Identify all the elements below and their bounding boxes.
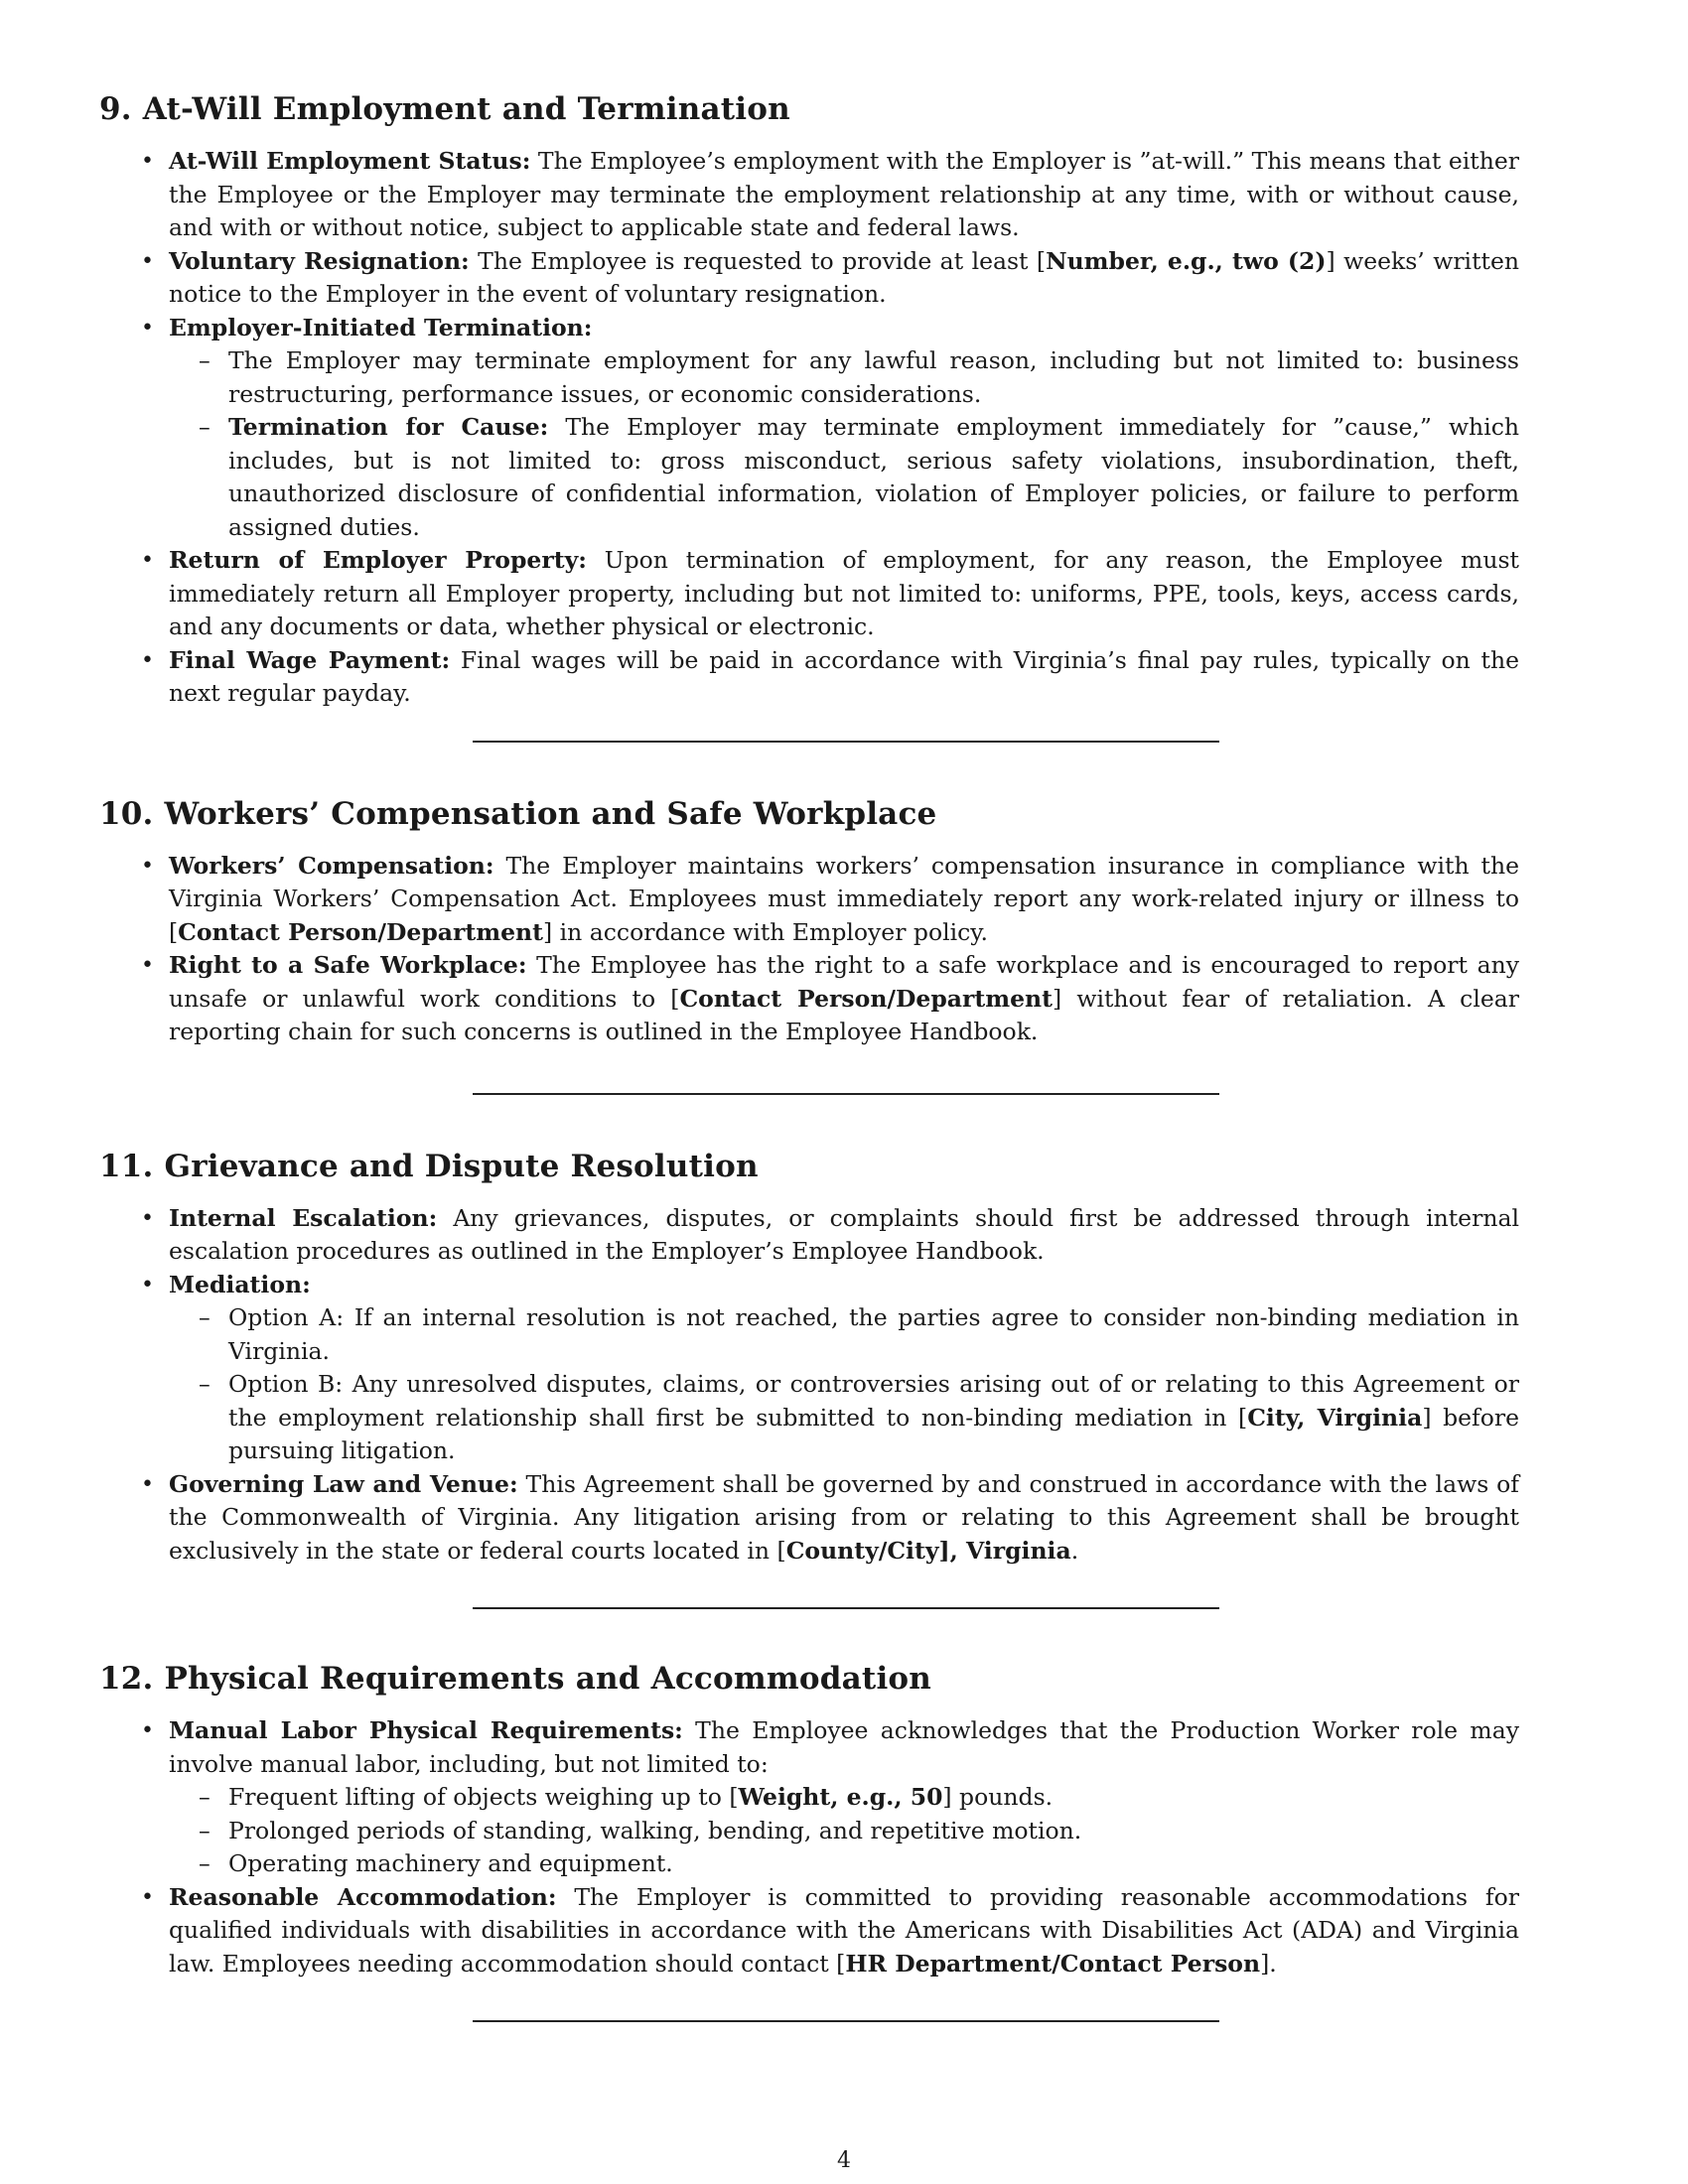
sub-list — [169, 1781, 1519, 1881]
item-label: Final Wage Payment: — [169, 645, 451, 674]
placeholder-field: Number, e.g., two (2) — [1046, 246, 1327, 275]
item-text: ]. — [1260, 1949, 1277, 1978]
list-item — [169, 1881, 1519, 1981]
list-item — [169, 145, 1519, 245]
item-text: The Employee acknowledges that the Production Worker role may involve manual labor, including, but not limited to: — [169, 1716, 1519, 1778]
list-item — [169, 245, 1519, 312]
item-text: The Employer is committed to providing reasonable accommodations for qualified individuals with disabilities in accordance with the Americans with Disabilities Act (ADA) and Virginia law. Employees needing accommodation should contact [ — [169, 1882, 1519, 1978]
item-text: Operating machinery and equipment. — [228, 1849, 673, 1877]
sub-list-item — [228, 1368, 1519, 1468]
item-label: Manual Labor Physical Requirements: — [169, 1716, 683, 1744]
section-divider — [473, 1093, 1219, 1095]
placeholder-field: HR Department/Contact Person — [845, 1949, 1261, 1978]
item-label: At-Will Employment Status: — [169, 147, 531, 175]
item-text: Prolonged periods of standing, walking, bending, and repetitive motion. — [228, 1816, 1082, 1844]
item-label: Employer-Initiated Termination: — [169, 313, 593, 341]
item-label: Internal Escalation: — [169, 1203, 438, 1232]
item-text: ] pounds. — [942, 1783, 1054, 1811]
item-text: ] before pursuing litigation. — [228, 1403, 1520, 1464]
list-item — [169, 1714, 1519, 1881]
item-text: The Employer maintains workers’ compensation insurance in compliance with the Virginia Workers’ Compensation Act. Employees must immediately report any work-related injury or illness to [ — [169, 851, 1520, 946]
item-label: Governing Law and Venue: — [169, 1469, 518, 1498]
item-label: Termination for Cause: — [228, 413, 549, 441]
item-text: Option A: If an internal resolution is not reached, the parties agree to consider non-binding mediation in Virginia. — [228, 1303, 1519, 1365]
list-item — [169, 312, 1519, 545]
list-item — [169, 1269, 1519, 1468]
sub-list-item — [228, 344, 1519, 411]
item-label: Voluntary Resignation: — [169, 246, 470, 275]
item-text: Upon termination of employment, for any reason, the Employee must immediately return all Employer property, including but not limited to: uniforms, PPE, tools, keys, access cards, and any documents or data, whether physical or electronic. — [169, 546, 1519, 640]
page-number: 4 — [837, 2148, 851, 2173]
section-11 — [99, 1145, 1589, 1569]
item-text: ] in accordance with Employer policy. — [543, 917, 988, 946]
sub-list-item — [228, 1781, 1519, 1815]
sub-list-item — [228, 411, 1519, 544]
list-item — [169, 544, 1519, 644]
item-label: Workers’ Compensation: — [169, 851, 494, 880]
sub-list-item — [228, 1815, 1519, 1848]
placeholder-field: Contact Person/Department — [679, 984, 1053, 1013]
placeholder-field: City, Virginia — [1247, 1403, 1423, 1432]
section-12 — [99, 1657, 1589, 1980]
section-heading: 10. Workers’ Compensation and Safe Workplace — [99, 795, 937, 832]
placeholder-field: Weight, e.g., 50 — [738, 1783, 943, 1811]
section-divider — [473, 741, 1219, 743]
sub-list — [169, 344, 1519, 544]
item-text: Option B: Any unresolved disputes, claims, or controversies arising out of or relating to this Agreement or the employment relationship shall first be submitted to non-binding mediation in [ — [228, 1370, 1519, 1432]
sub-list-item — [228, 1301, 1519, 1368]
placeholder-field: Contact Person/Department — [178, 917, 543, 946]
list-item — [169, 1468, 1519, 1569]
placeholder-field: County/City], Virginia — [785, 1536, 1071, 1565]
section-10 — [99, 792, 1589, 1049]
list-item — [169, 644, 1519, 711]
sub-list-item — [228, 1847, 1519, 1881]
section-heading: 9. At-Will Employment and Termination — [99, 91, 790, 127]
list-item — [169, 949, 1519, 1049]
section-list — [99, 145, 1519, 711]
section-9 — [99, 87, 1589, 711]
document-page — [99, 87, 1589, 2022]
item-label: Return of Employer Property: — [169, 546, 587, 574]
section-heading: 11. Grievance and Dispute Resolution — [99, 1148, 759, 1184]
item-label: Mediation: — [169, 1270, 311, 1298]
sub-list — [169, 1301, 1519, 1468]
section-divider — [473, 2020, 1219, 2022]
item-text: ] without fear of retaliation. A clear reporting chain for such concerns is outlined in the Employee Handbook. — [169, 984, 1519, 1045]
section-list — [99, 1714, 1519, 1980]
item-text: . — [1070, 1536, 1079, 1565]
item-text: Frequent lifting of objects weighing up to [ — [228, 1783, 739, 1811]
item-label: Reasonable Accommodation: — [169, 1882, 557, 1911]
item-text: The Employee’s employment with the Employer is ”at-will.” This means that either the Employee or the Employer may terminate the employment relationship at any time, with or without cause, and with or without notice, subject to applicable state and federal laws. — [169, 147, 1519, 241]
item-label: Right to a Safe Workplace: — [169, 951, 527, 979]
item-text: The Employee has the right to a safe workplace and is encouraged to report any unsafe or unlawful work conditions to [ — [169, 951, 1520, 1013]
item-text: ] weeks’ written notice to the Employer in the event of voluntary resignation. — [169, 246, 1520, 308]
section-divider — [473, 1607, 1219, 1609]
item-text: This Agreement shall be governed by and construed in accordance with the laws of the Commonwealth of Virginia. Any litigation arising from or relating to this Agreement shall be brought exclusively in the state or federal courts located in [ — [169, 1469, 1519, 1565]
list-item — [169, 1202, 1519, 1269]
item-text: Any grievances, disputes, or complaints should first be addressed through internal escalation procedures as outlined in the Employer’s Employee Handbook. — [169, 1203, 1519, 1265]
list-item — [169, 850, 1519, 950]
section-list — [99, 850, 1519, 1049]
item-text: Final wages will be paid in accordance with Virginia’s final pay rules, typically on the next regular payday. — [169, 645, 1519, 707]
section-list — [99, 1202, 1519, 1569]
item-text: The Employer may terminate employment immediately for ”cause,” which includes, but is not limited to: gross misconduct, serious safety violations, insubordination, theft, unauthorized disclosure of confidential information, violation of Employer policies, or failure to perform assigned duties. — [228, 413, 1519, 541]
section-heading: 12. Physical Requirements and Accommodation — [99, 1661, 932, 1697]
item-text: The Employer may terminate employment for any lawful reason, including but not limited to: business restructuring, performance issues, or economic considerations. — [228, 346, 1519, 408]
item-text: The Employee is requested to provide at least [ — [469, 246, 1047, 275]
